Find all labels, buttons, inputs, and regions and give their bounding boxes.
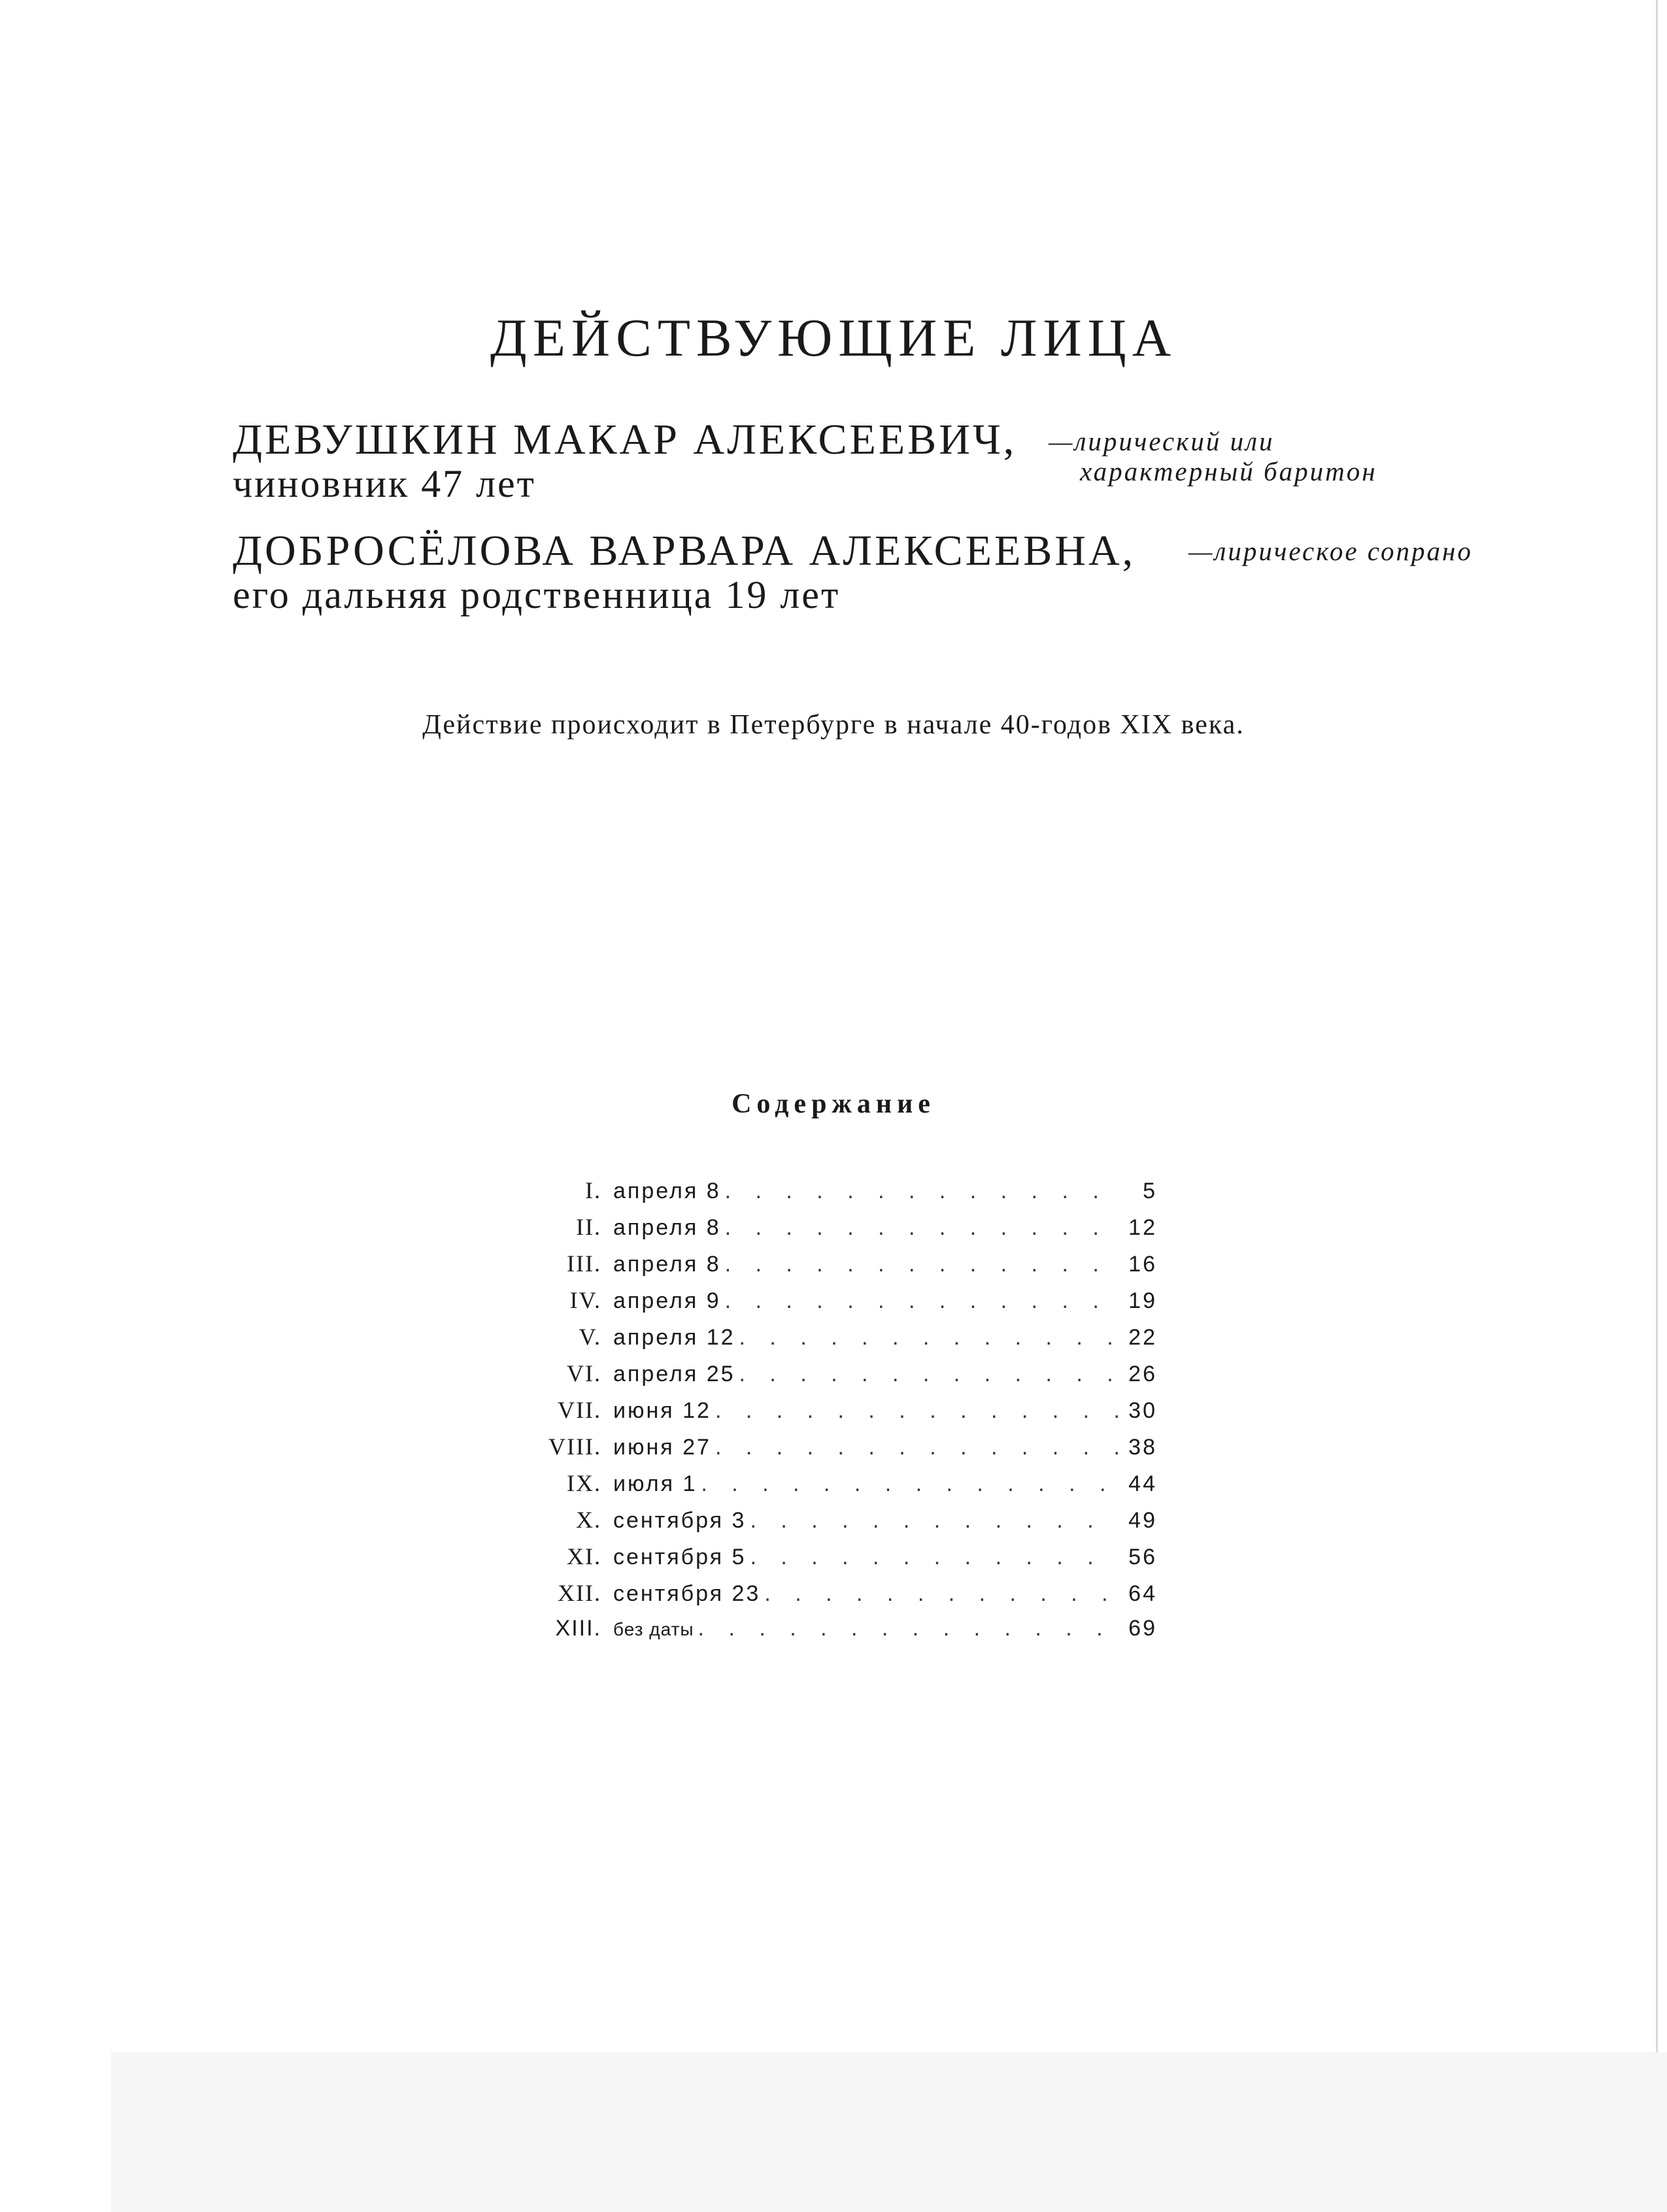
- toc-leader-dots: [725, 1179, 1118, 1204]
- voice-line: —лирический или: [1049, 426, 1275, 456]
- toc-page-number: 49: [1128, 1508, 1157, 1533]
- toc-number: IV.: [569, 1287, 601, 1313]
- toc-page-number: 38: [1128, 1435, 1157, 1460]
- toc-row: [516, 1579, 1157, 1616]
- toc-leader-dots: [750, 1508, 1118, 1533]
- toc-leader-dots: [725, 1288, 1118, 1314]
- toc-row: [516, 1250, 1157, 1286]
- character-name: ДЕВУШКИН МАКАР АЛЕКСЕЕВИЧ,: [233, 416, 1017, 463]
- toc-number: I.: [585, 1177, 601, 1203]
- toc-leader-dots: [701, 1471, 1118, 1497]
- toc-number: VIII.: [548, 1433, 601, 1460]
- toc-label: апреля 25: [613, 1362, 735, 1386]
- toc-number: XI.: [567, 1543, 601, 1569]
- toc-row: [516, 1213, 1157, 1250]
- toc-row: [516, 1323, 1157, 1360]
- toc-page-number: 12: [1128, 1215, 1157, 1240]
- page-title: ДЕЙСТВУЮЩИЕ ЛИЦА: [490, 308, 1177, 367]
- toc-number: IX.: [567, 1470, 601, 1496]
- toc-page-number: 22: [1128, 1325, 1157, 1350]
- toc-leader-dots: [715, 1398, 1118, 1424]
- toc-page-number: 19: [1128, 1288, 1157, 1313]
- scan-shade: [111, 2053, 1667, 2212]
- toc-label: без даты: [613, 1619, 694, 1639]
- toc-leader-dots: [725, 1215, 1118, 1241]
- toc-label: июля 1: [613, 1471, 698, 1496]
- voice-line: характерный баритон: [1080, 456, 1377, 486]
- character-description: чиновник 47 лет: [233, 462, 536, 505]
- toc-label: апреля 9: [613, 1288, 721, 1313]
- character-name: ДОБРОСЁЛОВА ВАРВАРА АЛЕКСЕЕВНА,: [233, 527, 1136, 575]
- toc-label: апреля 8: [613, 1252, 721, 1277]
- toc-label: сентября 3: [613, 1508, 747, 1533]
- toc-label: сентября 5: [613, 1545, 747, 1569]
- toc-label: апреля 12: [613, 1325, 735, 1350]
- toc-number: XII.: [558, 1580, 601, 1606]
- toc-number: XIII.: [555, 1616, 601, 1641]
- toc-row: [516, 1360, 1157, 1396]
- toc-page-number: 16: [1128, 1252, 1157, 1277]
- toc-row: [516, 1433, 1157, 1469]
- toc-row: [516, 1177, 1157, 1213]
- toc-leader-dots: [725, 1252, 1118, 1277]
- toc-number: II.: [576, 1214, 601, 1240]
- toc-page-number: 44: [1128, 1471, 1157, 1496]
- table-of-contents: [516, 1177, 1157, 1652]
- toc-page-number: 64: [1128, 1581, 1157, 1606]
- toc-leader-dots: [764, 1581, 1118, 1607]
- toc-label: апреля 8: [613, 1179, 721, 1203]
- toc-page-number: 69: [1128, 1616, 1157, 1641]
- toc-leader-dots: [739, 1325, 1118, 1350]
- toc-row: [516, 1506, 1157, 1543]
- toc-row: [516, 1616, 1157, 1652]
- toc-number: III.: [567, 1250, 601, 1277]
- toc-number: VI.: [567, 1360, 601, 1386]
- toc-number: X.: [576, 1507, 601, 1533]
- toc-number: V.: [579, 1324, 601, 1350]
- toc-label: сентября 23: [613, 1581, 761, 1606]
- setting-note: Действие происходит в Петербурге в начале 40-годов XIX века.: [422, 710, 1245, 740]
- toc-row: [516, 1286, 1157, 1323]
- toc-label: апреля 8: [613, 1215, 721, 1240]
- toc-label: июня 12: [613, 1398, 711, 1423]
- toc-number: VII.: [558, 1397, 601, 1423]
- toc-leader-dots: [739, 1362, 1118, 1387]
- voice-line: —лирическое сопрано: [1188, 536, 1473, 566]
- toc-leader-dots: [750, 1545, 1118, 1570]
- toc-heading: Содержание: [732, 1089, 935, 1119]
- toc-page-number: 5: [1143, 1179, 1157, 1203]
- voice-type-dobroselova: [1188, 536, 1473, 566]
- character-description: его дальняя родственница 19 лет: [233, 573, 841, 616]
- toc-row: [516, 1469, 1157, 1506]
- toc-page-number: 56: [1128, 1545, 1157, 1569]
- toc-leader-dots: [715, 1435, 1118, 1460]
- toc-label: июня 27: [613, 1435, 711, 1460]
- toc-leader-dots: [698, 1616, 1118, 1641]
- toc-page-number: 26: [1128, 1362, 1157, 1386]
- toc-page-number: 30: [1128, 1398, 1157, 1423]
- toc-row: [516, 1396, 1157, 1433]
- voice-type-devushkin: [1049, 426, 1377, 486]
- toc-row: [516, 1543, 1157, 1579]
